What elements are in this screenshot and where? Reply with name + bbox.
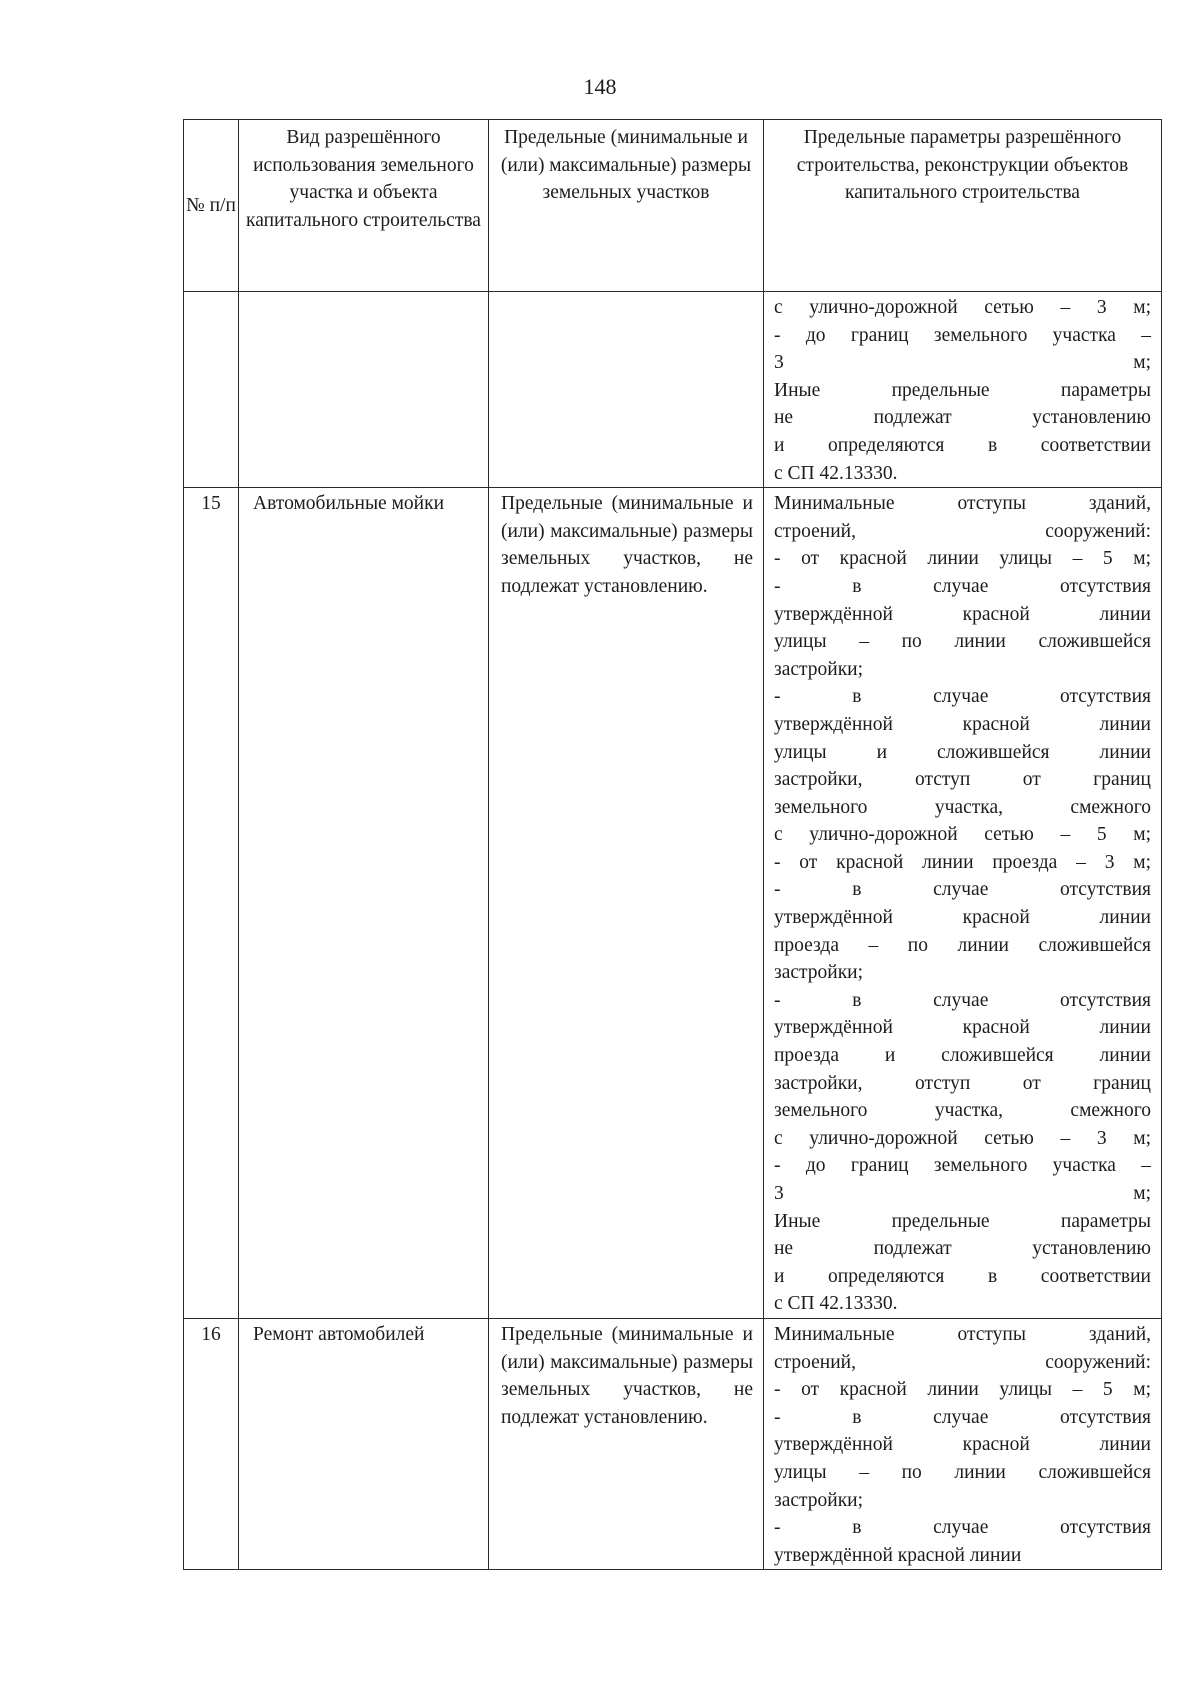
- row-plot-sizes: [489, 292, 764, 488]
- header-plot-sizes: Предельные (минимальные и (или) максимальные) размеры земельных участков: [489, 120, 764, 292]
- row-use-type: [239, 292, 489, 488]
- params-line: - в случае отсутствия: [774, 686, 1151, 708]
- params-line: Минимальные отступы зданий,: [774, 493, 1151, 515]
- params-line: улицы и сложившейся линии: [774, 741, 1151, 763]
- row-construction-params: [764, 292, 1162, 488]
- params-line: - в случае отсутствия: [774, 879, 1151, 901]
- params-line: утверждённой красной линии: [774, 907, 1151, 929]
- plot-sizes-text: Предельные (минимальные и (или) максимальные) размеры земельных участков, не подлежат установлению.: [501, 493, 753, 597]
- params-line: и определяются в соответствии: [774, 1265, 1151, 1287]
- params-line: 3 м;: [774, 352, 1151, 374]
- row-number: 15: [184, 488, 239, 1319]
- params-line: с улично-дорожной сетью – 3 м;: [774, 1127, 1151, 1149]
- table-header-row: [184, 120, 1162, 292]
- row-construction-params: [764, 1318, 1162, 1569]
- params-line: улицы – по линии сложившейся: [774, 631, 1151, 653]
- params-line: с СП 42.13330.: [774, 462, 898, 484]
- row-plot-sizes: [489, 488, 764, 1319]
- row-use-type: Автомобильные мойки: [239, 488, 489, 1319]
- params-line: - до границ земельного участка –: [774, 324, 1151, 346]
- params-line: застройки, отступ от границ: [774, 769, 1151, 791]
- params-line: не подлежат установлению: [774, 407, 1151, 429]
- params-line: Минимальные отступы зданий,: [774, 1323, 1151, 1345]
- params-line: - от красной линии улицы – 5 м;: [774, 1379, 1151, 1401]
- params-line: утверждённой красной линии: [774, 1434, 1151, 1456]
- params-line: утверждённой красной линии: [774, 713, 1151, 735]
- table-row: [184, 292, 1162, 488]
- params-line: - в случае отсутствия: [774, 1517, 1151, 1539]
- params-line: с улично-дорожной сетью – 3 м;: [774, 297, 1151, 318]
- page-number: 148: [583, 74, 617, 99]
- row-use-type: Ремонт автомобилей: [239, 1318, 489, 1569]
- params-line: - от красной линии улицы – 5 м;: [774, 548, 1151, 570]
- params-line: с СП 42.13330.: [774, 1293, 898, 1315]
- params-line: утверждённой красной линии: [774, 603, 1151, 625]
- row-plot-sizes: [489, 1318, 764, 1569]
- params-line: 3 м;: [774, 1183, 1151, 1204]
- header-construction-params: Предельные параметры разрешённого строительства, реконструкции объектов капитального строительства: [764, 120, 1162, 292]
- params-line: с улично-дорожной сетью – 5 м;: [774, 824, 1151, 846]
- params-line: - от красной линии проезда – 3 м;: [774, 851, 1151, 873]
- params-line: - в случае отсутствия: [774, 989, 1151, 1011]
- row-number: 16: [184, 1318, 239, 1569]
- table-row: [184, 1318, 1162, 1569]
- params-line: проезда и сложившейся линии: [774, 1045, 1151, 1067]
- params-line: земельного участка, смежного: [774, 1100, 1151, 1122]
- params-line: Иные предельные параметры: [774, 1210, 1151, 1232]
- params-line: земельного участка, смежного: [774, 796, 1151, 818]
- table-body: [184, 292, 1162, 1570]
- row-construction-params: [764, 488, 1162, 1319]
- params-line: застройки;: [774, 658, 864, 680]
- params-line: не подлежат установлению: [774, 1238, 1151, 1260]
- params-line: утверждённой красной линии: [774, 1544, 1022, 1566]
- params-line: застройки;: [774, 1489, 864, 1511]
- params-line: строений, сооружений:: [774, 1351, 1151, 1373]
- params-line: и определяются в соответствии: [774, 434, 1151, 456]
- params-line: проезда – по линии сложившейся: [774, 934, 1151, 956]
- header-use-type: Вид разрешённого использования земельного участка и объекта капитального строительства: [239, 120, 489, 292]
- zoning-parameters-table: [183, 119, 1162, 1570]
- params-line: застройки;: [774, 962, 864, 984]
- params-line: улицы – по линии сложившейся: [774, 1461, 1151, 1483]
- header-number: № п/п: [184, 120, 239, 292]
- params-line: - в случае отсутствия: [774, 575, 1151, 597]
- params-line: - до границ земельного участка –: [774, 1155, 1151, 1177]
- table-row: [184, 488, 1162, 1319]
- params-line: Иные предельные параметры: [774, 379, 1151, 401]
- params-line: строений, сооружений:: [774, 520, 1151, 542]
- plot-sizes-text: Предельные (минимальные и (или) максимальные) размеры земельных участков, не подлежат установлению.: [501, 1323, 753, 1428]
- params-line: - в случае отсутствия: [774, 1406, 1151, 1428]
- params-line: застройки, отступ от границ: [774, 1072, 1151, 1094]
- params-line: утверждённой красной линии: [774, 1017, 1151, 1039]
- row-number: [184, 292, 239, 488]
